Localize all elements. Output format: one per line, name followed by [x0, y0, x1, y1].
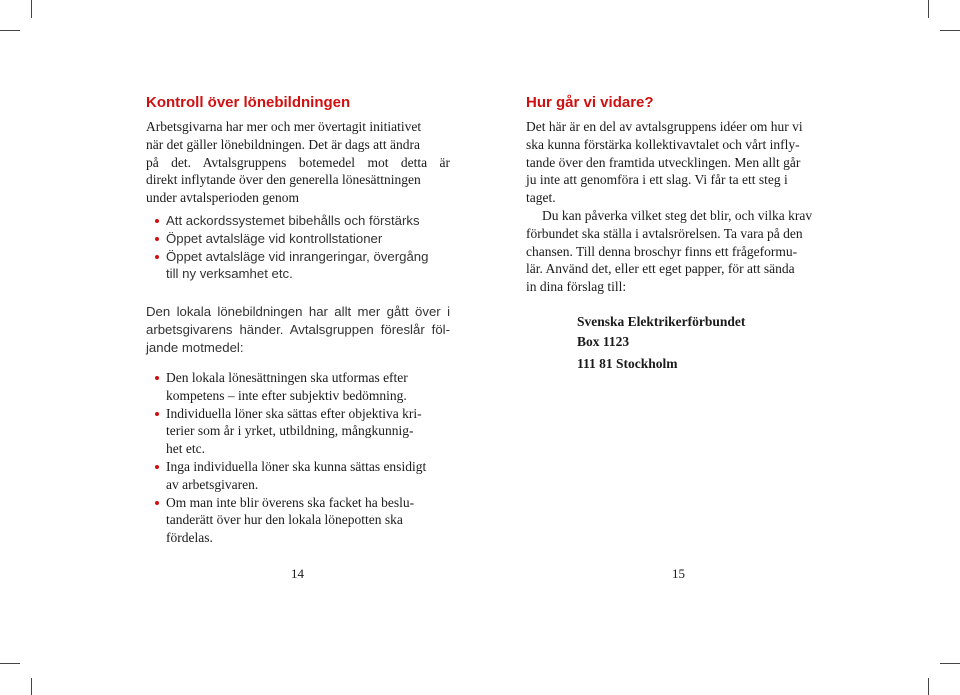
list-item-line: Individuella löner ska sättas efter objektiva kri-: [166, 405, 422, 421]
crop-mark-left-lower: [0, 663, 20, 664]
text-line: in dina förslag till:: [526, 279, 627, 295]
list-item-line: Den lokala lönesättningen ska utformas efter: [166, 370, 408, 385]
list-item-line: Om man inte blir överens ska facket ha beslu-: [166, 494, 415, 510]
left-paragraph-2: [146, 303, 450, 356]
page-number-left: 14: [291, 566, 304, 581]
bullet-icon: [155, 412, 159, 416]
text-line: på det. Avtalsgruppens botemedel mot detta är: [146, 154, 450, 170]
text-line: chansen. Till denna broschyr finns ett frågeformu-: [526, 243, 798, 259]
bullet-icon: [155, 255, 159, 259]
list-item: [154, 405, 454, 458]
text-line: taget.: [526, 190, 556, 206]
text-line: under avtalsperioden genom: [146, 190, 299, 206]
address-box: Box 1123: [577, 334, 630, 349]
crop-mark-right-upper: [940, 30, 960, 31]
address-organisation: Svenska Elektrikerförbundet: [577, 314, 746, 329]
list-item: [154, 248, 454, 284]
list-item-line: Öppet avtalsläge vid inrangeringar, övergång: [166, 248, 429, 264]
list-item-line: Öppet avtalsläge vid kontrollstationer: [166, 230, 383, 246]
text-line: Den lokala lönebildningen har allt mer gått över i: [146, 304, 450, 319]
list-item: [154, 458, 454, 494]
crop-mark-bottom-left: [31, 678, 32, 695]
bullet-icon: [155, 219, 159, 223]
list-item: [154, 212, 454, 230]
bullet-icon: [155, 237, 159, 241]
left-page-heading: Kontroll över lönebildningen: [146, 94, 351, 111]
text-line: förbundet ska ställa i avtalsrörelsen. Ta vara på den: [526, 225, 803, 241]
list-item-line: terier som år i yrket, utbildning, mångkunnig-: [166, 423, 414, 439]
current-demands-list: [154, 212, 454, 283]
text-line: Det här är en del av avtalsgruppens idéer om hur vi: [526, 119, 803, 134]
list-item-line: het etc.: [166, 441, 205, 457]
crop-mark-left-upper: [0, 30, 20, 31]
list-item: [154, 369, 454, 405]
list-item-line: tanderätt över hur den lokala lönepotten ska: [166, 512, 403, 528]
text-line: direkt inflytande över den generella lönesättningen: [146, 172, 421, 188]
right-paragraph-2: [526, 207, 838, 296]
bullet-icon: [155, 376, 159, 380]
list-item-line: fördelas.: [166, 530, 213, 546]
address-postal: 111 81 Stockholm: [577, 356, 678, 371]
text-line: ju inte att genomföra i ett slag. Vi får ta ett steg i: [526, 172, 788, 188]
crop-mark-top-right: [928, 0, 929, 18]
bullet-icon: [155, 465, 159, 469]
list-item: [154, 230, 454, 248]
left-intro-paragraph: [146, 118, 450, 207]
list-item-line: till ny verksamhet etc.: [166, 266, 293, 282]
text-line: när det gäller lönebildningen. Det är dags att ändra: [146, 136, 421, 152]
list-item-line: av arbetsgivaren.: [166, 476, 259, 492]
right-paragraph-1: [526, 118, 838, 207]
text-line: lär. Använd det, eller ett eget papper, för att sända: [526, 261, 795, 277]
right-page-heading: Hur går vi vidare?: [526, 94, 654, 111]
crop-mark-right-lower: [940, 663, 960, 664]
list-item-line: Att ackordssystemet bibehålls och förstärks: [166, 213, 420, 228]
text-line: tande över den framtida utvecklingen. Men allt går: [526, 154, 801, 170]
list-item-line: Inga individuella löner ska kunna sättas ensidigt: [166, 458, 427, 474]
text-line: Arbetsgivarna har mer och mer övertagit initiativet: [146, 119, 422, 134]
text-line: ska kunna förstärka kollektivavtalet och vårt infly-: [526, 136, 800, 152]
crop-mark-bottom-right: [928, 678, 929, 695]
page-number-right: 15: [672, 566, 685, 581]
bullet-icon: [155, 501, 159, 505]
proposals-list: [154, 369, 454, 547]
list-item-line: kompetens – inte efter subjektiv bedömning.: [166, 387, 407, 403]
text-line: jande motmedel:: [146, 339, 244, 355]
list-item: [154, 494, 454, 547]
text-line: arbetsgivarens händer. Avtalsgruppen föreslår föl-: [146, 321, 450, 337]
text-line: Du kan påverka vilket steg det blir, och vilka krav: [542, 208, 813, 223]
crop-mark-top-left: [31, 0, 32, 18]
